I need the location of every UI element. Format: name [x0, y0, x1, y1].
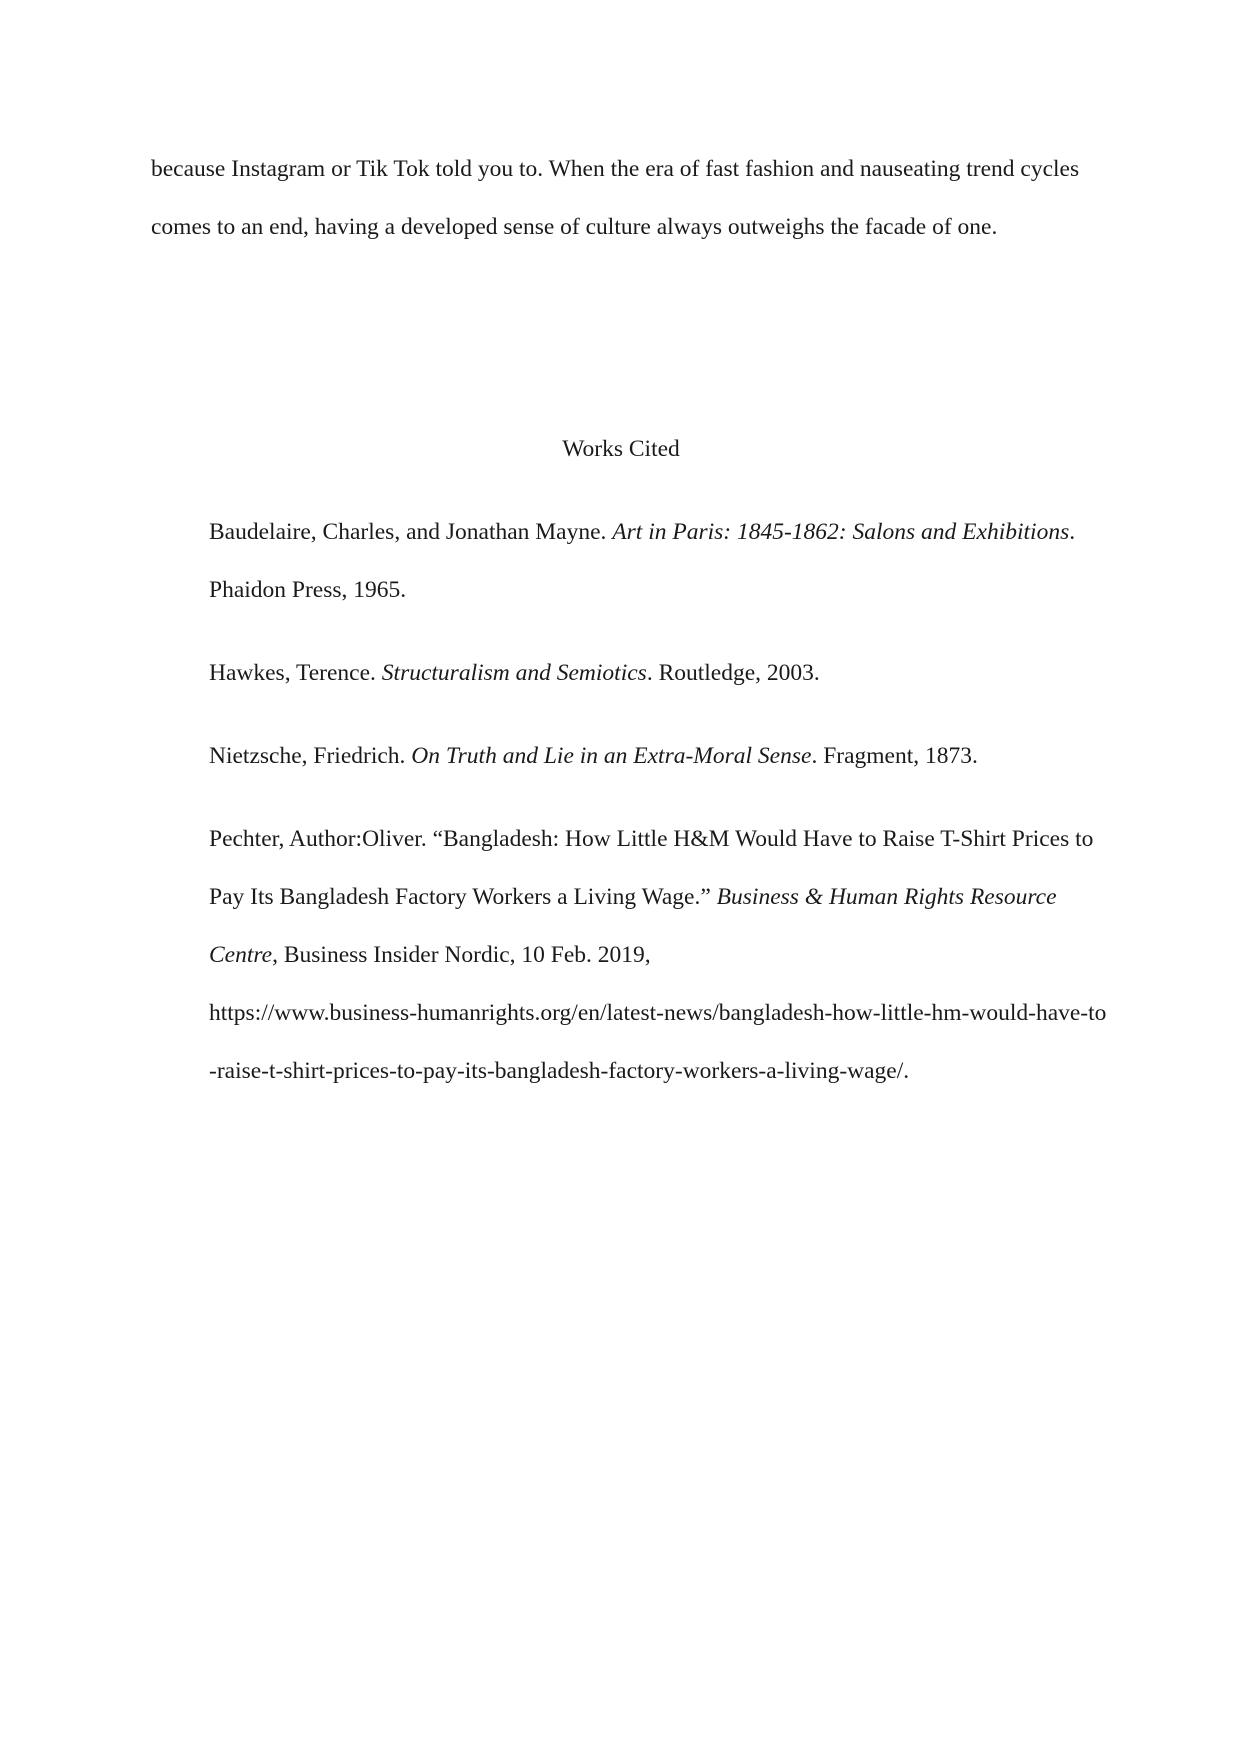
citation-title: Structuralism and Semiotics	[381, 660, 647, 686]
citation-text: Baudelaire, Charles, and Jonathan Mayne.	[209, 519, 613, 545]
citation-nietzsche	[209, 727, 1109, 785]
citation-text: Pechter, Author:Oliver. “Bangladesh: How Little H&M Would Have to Raise T-Shirt Prices to Pay Its Bangladesh Factory Workers a Living Wage.”	[209, 826, 1094, 910]
citation-pechter	[209, 810, 1109, 1100]
citation-text: . Fragment, 1873.	[811, 743, 978, 769]
citation-title: Business & Human Rights Resource Centre	[209, 884, 1057, 968]
citation-title: On Truth and Lie in an Extra-Moral Sense	[411, 743, 812, 769]
citation-text: , Business Insider Nordic, 10 Feb. 2019,	[272, 942, 651, 968]
citation-text: Hawkes, Terence.	[209, 660, 382, 686]
citation-url: https://www.business-humanrights.org/en/latest-news/bangladesh-how-little-hm-would-have-to-raise-t-shirt-prices-to-pay-its-bangladesh-factory-workers-a-living-wage/.	[209, 1000, 1107, 1084]
citation-baudelaire	[209, 503, 1109, 619]
citation-text: Nietzsche, Friedrich.	[209, 743, 412, 769]
works-cited-heading: Works Cited	[562, 436, 680, 462]
citation-title: Art in Paris: 1845-1862: Salons and Exhibitions	[612, 519, 1070, 545]
citation-text: . Routledge, 2003.	[646, 660, 820, 686]
citation-hawkes	[209, 644, 1109, 702]
works-cited-list	[209, 503, 1109, 1125]
body-paragraph: because Instagram or Tik Tok told you to. When the era of fast fashion and nauseating trend cycles comes to an end, having a developed sense of culture always outweighs the facade of one.	[151, 156, 1080, 240]
citation-text: . Phaidon Press, 1965.	[209, 519, 1076, 603]
